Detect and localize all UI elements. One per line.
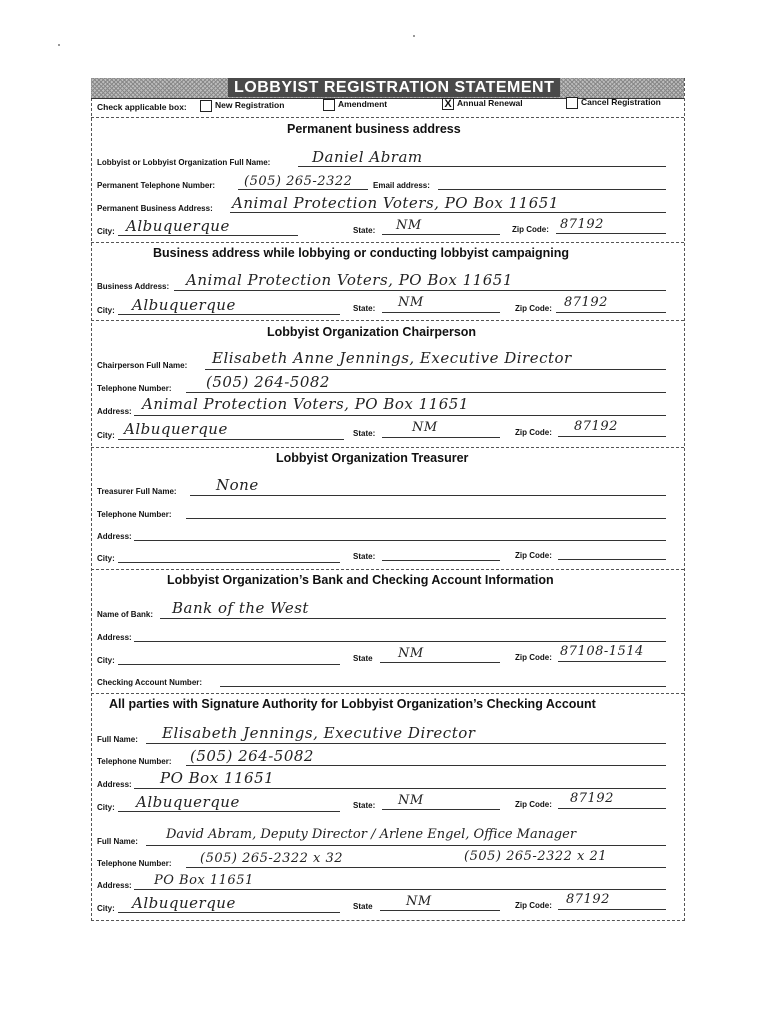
bank-city-label: City: xyxy=(97,656,115,665)
divider xyxy=(91,693,684,694)
account-number-label: Checking Account Number: xyxy=(97,678,203,687)
signer1-name-line xyxy=(146,743,666,744)
email-line xyxy=(438,189,666,190)
scan-speck xyxy=(413,35,415,37)
email-label: Email address: xyxy=(373,181,430,190)
treasurer-phone-line xyxy=(186,518,666,519)
treasurer-zip-label: Zip Code: xyxy=(515,551,552,560)
signer2-zip-line xyxy=(558,909,666,910)
treasurer-city-label: City: xyxy=(97,554,115,563)
treasurer-zip-line xyxy=(558,559,666,560)
signer2-phone-value-2[interactable]: (505) 265-2322 x 21 xyxy=(464,849,608,864)
new-registration-label: New Registration xyxy=(215,100,285,110)
lobbying-address-label: Business Address: xyxy=(97,282,170,291)
lobbying-address-heading: Business address while lobbying or conducting lobbyist campaigning xyxy=(153,246,570,260)
signer2-state-value[interactable]: NM xyxy=(406,894,432,909)
treasurer-phone-label: Telephone Number: xyxy=(97,510,172,519)
treasurer-state-line xyxy=(382,560,500,561)
signer1-phone-label: Telephone Number: xyxy=(97,757,172,766)
chairperson-name-line xyxy=(205,369,666,370)
permanent-state-value[interactable]: NM xyxy=(396,218,422,233)
signer2-city-label: City: xyxy=(97,904,115,913)
bank-city-line xyxy=(118,664,340,665)
checkbox-x-mark: X xyxy=(444,98,452,110)
signer1-zip-line xyxy=(558,808,666,809)
permanent-city-label: City: xyxy=(97,227,115,236)
signer1-zip-label: Zip Code: xyxy=(515,800,552,809)
treasurer-heading: Lobbyist Organization Treasurer xyxy=(276,451,469,465)
signer1-city-line xyxy=(118,811,340,812)
form-title: LOBBYIST REGISTRATION STATEMENT xyxy=(228,78,560,97)
signer2-name-line xyxy=(146,845,666,846)
chairperson-zip-label: Zip Code: xyxy=(515,428,552,437)
permanent-zip-value[interactable]: 87192 xyxy=(560,217,604,232)
bank-name-value[interactable]: Bank of the West xyxy=(172,599,309,617)
divider xyxy=(91,242,684,243)
signer1-city-value[interactable]: Albuquerque xyxy=(136,793,240,811)
signer2-name-value[interactable]: David Abram, Deputy Director / Arlene Engel, Office Manager xyxy=(166,827,577,842)
signer1-zip-value[interactable]: 87192 xyxy=(570,791,614,806)
treasurer-state-label: State: xyxy=(353,552,376,561)
permanent-address-value[interactable]: Animal Protection Voters, PO Box 11651 xyxy=(232,194,559,212)
signer1-city-label: City: xyxy=(97,803,115,812)
lobbying-state-label: State: xyxy=(353,304,376,313)
chairperson-address-line xyxy=(134,415,666,416)
signer2-city-value[interactable]: Albuquerque xyxy=(132,894,236,912)
chairperson-city-value[interactable]: Albuquerque xyxy=(124,420,228,438)
signer2-address-value[interactable]: PO Box 11651 xyxy=(154,873,254,888)
chairperson-zip-value[interactable]: 87192 xyxy=(574,419,618,434)
chairperson-name-label: Chairperson Full Name: xyxy=(97,361,188,370)
signer2-address-label: Address: xyxy=(97,881,132,890)
chairperson-zip-line xyxy=(558,436,666,437)
signer2-city-line xyxy=(118,912,340,913)
divider xyxy=(91,447,684,448)
new-registration-checkbox[interactable] xyxy=(200,100,212,112)
lobbying-city-label: City: xyxy=(97,306,115,315)
scan-speck xyxy=(58,44,60,46)
bank-address-label: Address: xyxy=(97,633,132,642)
signer2-zip-value[interactable]: 87192 xyxy=(566,892,610,907)
amendment-label: Amendment xyxy=(338,99,388,109)
treasurer-city-line xyxy=(118,562,340,563)
permanent-phone-label: Permanent Telephone Number: xyxy=(97,181,216,190)
chairperson-heading: Lobbyist Organization Chairperson xyxy=(267,325,477,339)
signer1-name-value[interactable]: Elisabeth Jennings, Executive Director xyxy=(162,724,476,742)
signer2-state-label: State xyxy=(353,902,373,911)
cancel-registration-label: Cancel Registration xyxy=(581,97,661,107)
signers-heading: All parties with Signature Authority for Lobbyist Organization’s Checking Account xyxy=(109,697,596,711)
treasurer-address-label: Address: xyxy=(97,532,132,541)
treasurer-name-label: Treasurer Full Name: xyxy=(97,487,177,496)
lobbying-city-line xyxy=(118,314,340,315)
lobbying-state-value[interactable]: NM xyxy=(398,295,424,310)
chairperson-phone-value[interactable]: (505) 264-5082 xyxy=(206,373,330,391)
signer1-address-value[interactable]: PO Box 11651 xyxy=(160,769,275,787)
account-number-line xyxy=(220,686,666,687)
lobbyist-name-label: Lobbyist or Lobbyist Organization Full Name: xyxy=(97,158,271,167)
cancel-registration-checkbox[interactable] xyxy=(566,97,578,109)
bank-zip-value[interactable]: 87108-1514 xyxy=(560,644,644,659)
divider xyxy=(91,320,684,321)
lobbyist-name-line xyxy=(298,166,666,167)
chairperson-state-label: State: xyxy=(353,429,376,438)
lobbying-address-line xyxy=(174,290,666,291)
permanent-address-line xyxy=(230,212,666,213)
amendment-checkbox[interactable] xyxy=(323,99,335,111)
signer1-state-label: State: xyxy=(353,801,376,810)
permanent-state-line xyxy=(382,234,500,235)
annual-renewal-label: Annual Renewal xyxy=(457,98,523,108)
divider xyxy=(91,569,684,570)
lobbying-city-value[interactable]: Albuquerque xyxy=(132,296,236,314)
permanent-zip-line xyxy=(556,233,666,234)
signer1-state-line xyxy=(382,809,500,810)
divider xyxy=(91,117,684,118)
lobbyist-name-value[interactable]: Daniel Abram xyxy=(312,148,423,166)
chairperson-city-label: City: xyxy=(97,431,115,440)
chairperson-address-value[interactable]: Animal Protection Voters, PO Box 11651 xyxy=(142,395,469,413)
signer2-address-line xyxy=(134,889,666,890)
treasurer-address-line xyxy=(134,540,666,541)
chairperson-city-line xyxy=(118,439,344,440)
bank-state-value[interactable]: NM xyxy=(398,646,424,661)
permanent-state-label: State: xyxy=(353,226,376,235)
bank-state-label: State xyxy=(353,654,373,663)
annual-renewal-checkbox[interactable] xyxy=(442,98,454,110)
lobbying-state-line xyxy=(382,312,500,313)
permanent-zip-label: Zip Code: xyxy=(512,225,549,234)
bank-name-label: Name of Bank: xyxy=(97,610,154,619)
signer2-name-label: Full Name: xyxy=(97,837,138,846)
chairperson-name-value[interactable]: Elisabeth Anne Jennings, Executive Director xyxy=(212,349,572,367)
chairperson-state-line xyxy=(382,437,500,438)
bank-heading: Lobbyist Organization’s Bank and Checking Account Information xyxy=(167,573,554,587)
chairperson-state-value[interactable]: NM xyxy=(412,420,438,435)
signer1-phone-value[interactable]: (505) 264-5082 xyxy=(190,747,314,765)
lobbying-zip-value[interactable]: 87192 xyxy=(564,295,608,310)
chairperson-phone-line xyxy=(186,392,666,393)
signer2-phone-line xyxy=(186,867,666,868)
treasurer-name-line xyxy=(190,495,666,496)
signer1-address-line xyxy=(134,788,666,789)
signer2-state-line xyxy=(380,910,500,911)
lobbying-address-value[interactable]: Animal Protection Voters, PO Box 11651 xyxy=(186,271,513,289)
signer1-address-label: Address: xyxy=(97,780,132,789)
signer2-phone-label: Telephone Number: xyxy=(97,859,172,868)
chairperson-phone-label: Telephone Number: xyxy=(97,384,172,393)
permanent-city-value[interactable]: Albuquerque xyxy=(126,217,230,235)
bank-zip-line xyxy=(558,661,666,662)
signer2-phone-value[interactable]: (505) 265-2322 x 32 xyxy=(200,851,344,866)
bank-address-line xyxy=(134,641,666,642)
lobbying-zip-line xyxy=(556,312,666,313)
treasurer-name-value[interactable]: None xyxy=(216,476,259,494)
bank-zip-label: Zip Code: xyxy=(515,653,552,662)
signer1-name-label: Full Name: xyxy=(97,735,138,744)
bank-state-line xyxy=(380,662,500,663)
signer1-state-value[interactable]: NM xyxy=(398,793,424,808)
permanent-address-heading: Permanent business address xyxy=(287,122,461,136)
bank-name-line xyxy=(160,618,666,619)
permanent-phone-value[interactable]: (505) 265-2322 xyxy=(244,174,353,189)
signer2-zip-label: Zip Code: xyxy=(515,901,552,910)
permanent-address-label: Permanent Business Address: xyxy=(97,204,213,213)
permanent-city-line xyxy=(118,235,298,236)
chairperson-address-label: Address: xyxy=(97,407,132,416)
lobbying-zip-label: Zip Code: xyxy=(515,304,552,313)
check-box-label: Check applicable box: xyxy=(97,102,187,112)
signer1-phone-line xyxy=(186,765,666,766)
